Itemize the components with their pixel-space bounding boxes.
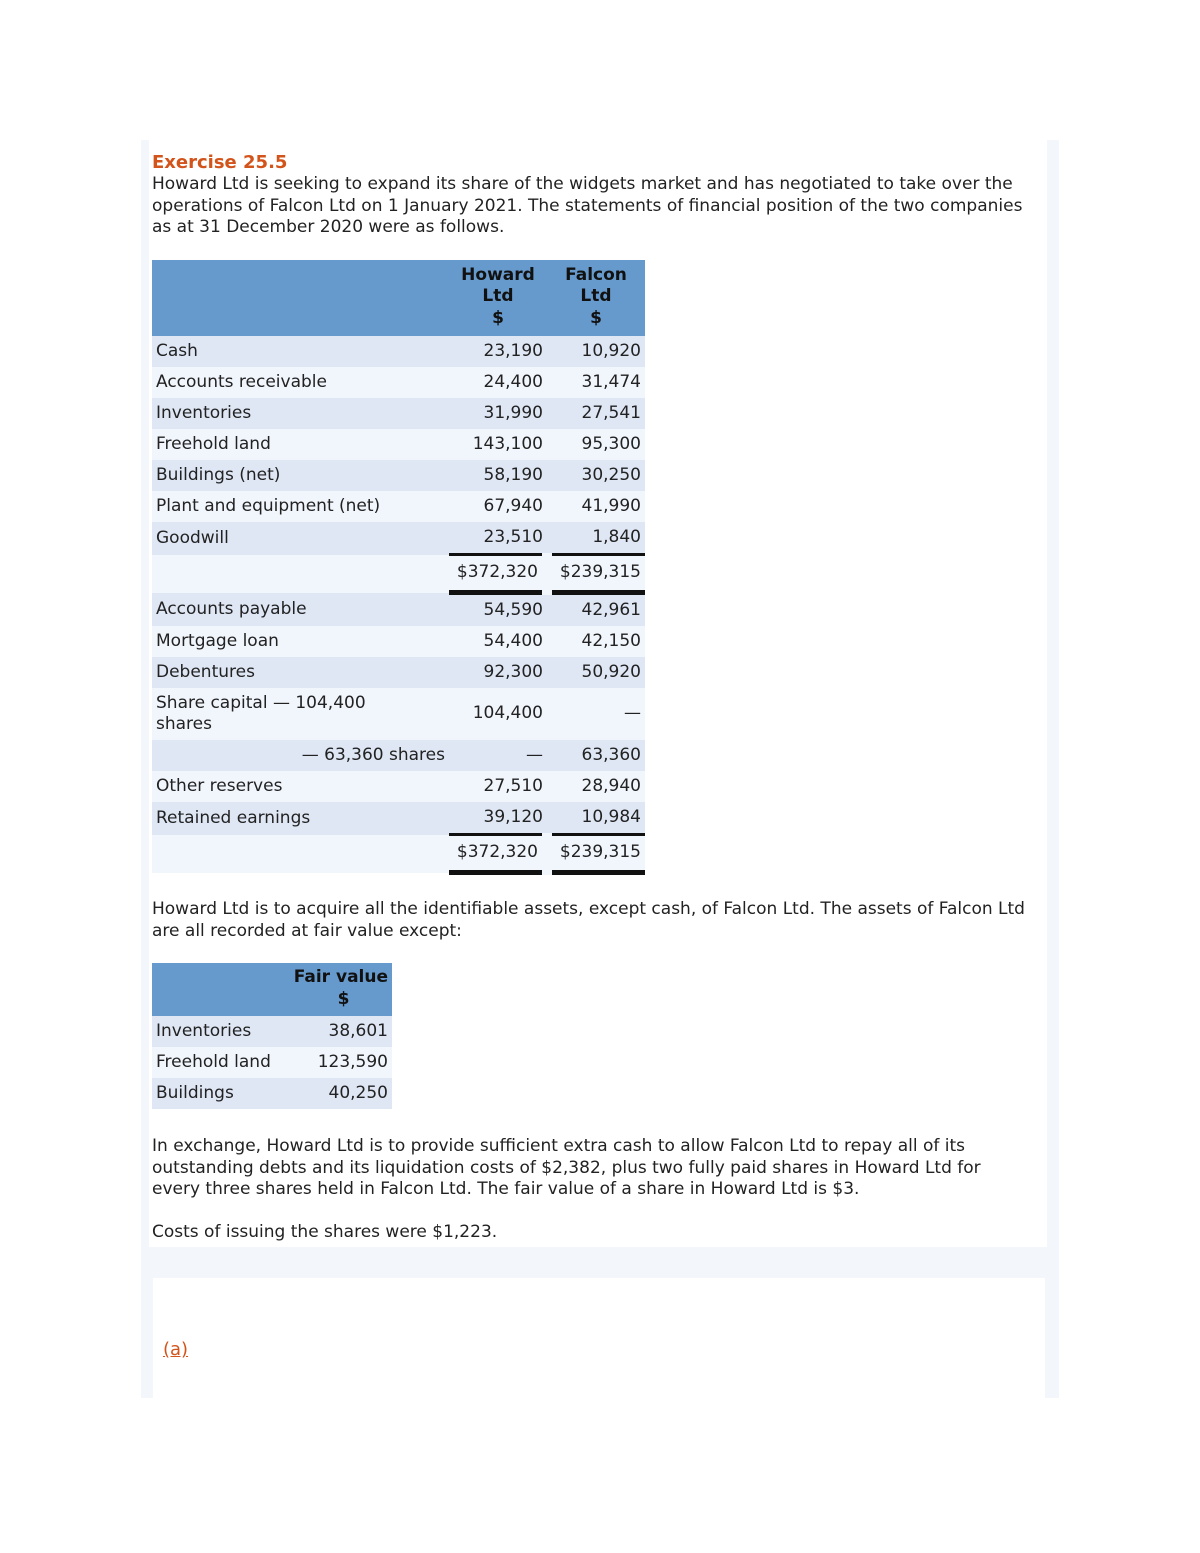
falcon-value: 95,300 (547, 429, 645, 460)
row-label: Goodwill (152, 522, 449, 555)
total-label (152, 555, 449, 593)
table-row (152, 626, 645, 657)
falcon-value: 1,840 (547, 522, 645, 555)
howard-value: 58,190 (449, 460, 547, 491)
falcon-asset-total: $239,315 (547, 555, 645, 593)
part-a-link[interactable]: (a) (163, 1339, 189, 1360)
table-row (152, 429, 645, 460)
row-label: Freehold land (152, 429, 449, 460)
falcon-value: 10,920 (547, 336, 645, 367)
howard-value: 23,190 (449, 336, 547, 367)
row-label: Accounts receivable (152, 367, 449, 398)
table-row (152, 657, 645, 688)
row-label: Buildings (152, 1078, 287, 1109)
fair-value-header-line1: Fair value (293, 967, 388, 987)
howard-value: 31,990 (449, 398, 547, 429)
howard-value: 39,120 (449, 802, 547, 835)
table-row (152, 1016, 392, 1047)
fair-value-header-row (152, 963, 392, 1016)
falcon-value: 27,541 (547, 398, 645, 429)
howard-header-line3: $ (492, 307, 504, 328)
exchange-paragraph: In exchange, Howard Ltd is to provide sufficient extra cash to allow Falcon Ltd to repay all of its outstanding debts and its liquidation costs of $2,382, plus two fully paid shares in Howard Ltd for every three shares held in Falcon Ltd. The fair value of a share in Howard Ltd is $3. (152, 1136, 981, 1199)
intro-paragraph: Howard Ltd is seeking to expand its share of the widgets market and has negotiated to take over the operations of Falcon Ltd on 1 January 2021. The statements of financial position of the two companies as at 31 December 2020 were as follows. (152, 174, 1023, 237)
share-capital-label: Share capital — 104,400 shares (156, 692, 366, 734)
table-row (152, 688, 645, 740)
howard-header-line2: Ltd (482, 286, 514, 306)
fair-value: 123,590 (287, 1047, 392, 1078)
row-label: Other reserves (152, 771, 449, 802)
howard-value: 143,100 (449, 429, 547, 460)
howard-value: 67,940 (449, 491, 547, 522)
fair-value: 38,601 (287, 1016, 392, 1047)
falcon-value: — (547, 688, 645, 740)
falcon-header-line3: $ (590, 307, 602, 328)
howard-liability-total: $372,320 (449, 835, 547, 873)
howard-asset-total: $372,320 (449, 555, 547, 593)
howard-header (449, 260, 547, 337)
question-content (152, 152, 1042, 1243)
row-label: Debentures (152, 657, 449, 688)
falcon-header (547, 260, 645, 337)
fair-value-header (287, 963, 392, 1016)
table-row (152, 522, 645, 555)
falcon-value: 41,990 (547, 491, 645, 522)
exercise-title: Exercise 25.5 (152, 152, 288, 173)
row-label: Buildings (net) (152, 460, 449, 491)
row-label: Freehold land (152, 1047, 287, 1078)
falcon-value: 31,474 (547, 367, 645, 398)
howard-value: 104,400 (449, 688, 547, 740)
falcon-value: 50,920 (547, 657, 645, 688)
table-row (152, 593, 645, 627)
falcon-value: 10,984 (547, 802, 645, 835)
table-header-row (152, 260, 645, 337)
total-label (152, 835, 449, 873)
row-label: — 63,360 shares (152, 740, 449, 771)
table-row (152, 460, 645, 491)
falcon-value: 42,961 (547, 593, 645, 627)
falcon-value: 30,250 (547, 460, 645, 491)
falcon-value: 42,150 (547, 626, 645, 657)
table-row (152, 1078, 392, 1109)
falcon-header-line2: Ltd (580, 286, 612, 306)
row-label: Mortgage loan (152, 626, 449, 657)
acquisition-paragraph: Howard Ltd is to acquire all the identifiable assets, except cash, of Falcon Ltd. The assets of Falcon Ltd are all recorded at fair value except: (152, 899, 1025, 941)
howard-value: 27,510 (449, 771, 547, 802)
row-label: Plant and equipment (net) (152, 491, 449, 522)
howard-value: 23,510 (449, 522, 547, 555)
row-label: Retained earnings (152, 802, 449, 835)
blank-header (152, 260, 449, 337)
issue-costs-paragraph: Costs of issuing the shares were $1,223. (152, 1221, 498, 1242)
fair-value-table (152, 963, 392, 1109)
fair-value-header-line2: $ (337, 988, 350, 1009)
falcon-value: 28,940 (547, 771, 645, 802)
falcon-value: 63,360 (547, 740, 645, 771)
table-row (152, 491, 645, 522)
howard-value: 92,300 (449, 657, 547, 688)
table-row (152, 1047, 392, 1078)
howard-value: 54,400 (449, 626, 547, 657)
howard-header-line1: Howard (461, 264, 535, 285)
table-row (152, 740, 645, 771)
table-row (152, 771, 645, 802)
table-row (152, 802, 645, 835)
answer-panel-body (153, 1278, 1045, 1398)
row-label: Inventories (152, 398, 449, 429)
row-label: Cash (152, 336, 449, 367)
liability-total-row (152, 835, 645, 873)
table-row (152, 367, 645, 398)
falcon-header-line1: Falcon (565, 264, 627, 285)
financial-position-table (152, 260, 645, 876)
table-row (152, 398, 645, 429)
asset-total-row (152, 555, 645, 593)
table-row (152, 336, 645, 367)
row-label: Accounts payable (152, 593, 449, 627)
howard-value: — (449, 740, 547, 771)
howard-value: 54,590 (449, 593, 547, 627)
row-label (152, 688, 449, 740)
blank-header (152, 963, 287, 1016)
falcon-liability-total: $239,315 (547, 835, 645, 873)
row-label: Inventories (152, 1016, 287, 1047)
howard-value: 24,400 (449, 367, 547, 398)
fair-value: 40,250 (287, 1078, 392, 1109)
